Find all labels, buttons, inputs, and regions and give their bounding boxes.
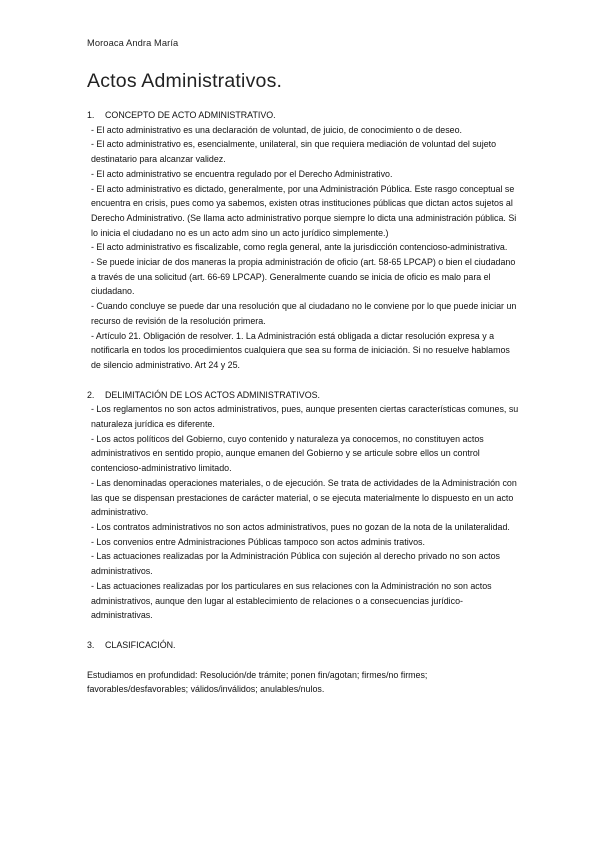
author-name: Moroaca Andra María <box>87 38 179 48</box>
section-title: DELIMITACIÓN DE LOS ACTOS ADMINISTRATIVOS. <box>105 389 321 400</box>
list-item: - Los contratos administrativos no son actos administrativos, pues no gozan de la nota de la unilateralidad. <box>91 521 510 532</box>
section-heading <box>87 108 519 123</box>
list-item: - Cuando concluye se puede dar una resolución que al ciudadano no le conviene por lo que puede iniciar un recurso de revisión de la resolución primera. <box>91 301 517 326</box>
list-item: - Los actos políticos del Gobierno, cuyo contenido y naturaleza ya conocemos, no constituyen actos administrativos en sentido propio, aunque emanen del Gobierno y se articule sobre ellos un control contencioso-administrativo limitado. <box>91 433 484 474</box>
list-item: - Los convenios entre Administraciones Públicas tampoco son actos adminis trativos. <box>91 536 425 547</box>
list-item: - Se puede iniciar de dos maneras la propia administración de oficio (art. 58-65 LPCAP) o bien el ciudadano a través de una solicitud (art. 66-69 LPCAP). Generalmente cuando se inicia de oficio es malo para el ciudadano. <box>91 257 516 297</box>
section-number: 1. <box>87 110 95 120</box>
section-spacer <box>87 623 519 638</box>
list-item: - Las actuaciones realizadas por los particulares en sus relaciones con la Administración no son actos administrativos, aunque den lugar al establecimiento de relaciones o a consecuencias jurídico-administrativas. <box>91 580 492 621</box>
section-heading <box>87 388 519 403</box>
section-number: 2. <box>87 389 95 400</box>
section-items <box>87 123 519 373</box>
list-item: - Las actuaciones realizadas por la Administración Pública con sujeción al derecho privado no son actos administrativos. <box>91 551 500 577</box>
document-title: Actos Administrativos. <box>87 70 283 92</box>
section-items <box>87 402 519 623</box>
list-item: - Artículo 21. Obligación de resolver. 1. La Administración está obligada a dictar resolución expresa y a notificarla en todos los procedimientos cualquiera que sea su forma de iniciación. Si no resuelve hablamos de silencio administrativo. Art 24 y 25. <box>91 330 510 370</box>
section-title: CLASIFICACIÓN. <box>105 639 176 650</box>
list-item: - El acto administrativo es, esencialmente, unilateral, sin que requiera mediación de voluntad del sujeto destinatario para alcanzar validez. <box>91 139 497 165</box>
section-number: 3. <box>87 639 95 650</box>
list-item: - El acto administrativo es una declaración de voluntad, de juicio, de conocimiento o de deseo. <box>91 124 462 135</box>
section-heading <box>87 638 519 653</box>
classification-paragraph: Estudiamos en profundidad: Resolución/de trámite; ponen fin/agotan; firmes/no firmes; favorables/desfavorables; válidos/inválidos; anulables/nulos. <box>87 669 428 695</box>
section-title: CONCEPTO DE ACTO ADMINISTRATIVO. <box>105 110 276 120</box>
list-item: - El acto administrativo es dictado, generalmente, por una Administración Pública. Este rasgo conceptual se encuentra en crisis, pues como ya sabemos, existen otras instituciones públicas que dictan actos sujetos al Derecho Administrativo. (Se llama acto administrativo porque siempre lo dicta una administración pública. Si lo inicia el ciudadano no es un acto adm sino un acto jurídico simplemente.) <box>91 183 517 238</box>
section-spacer <box>87 373 519 388</box>
list-item: - El acto administrativo se encuentra regulado por el Derecho Administrativo. <box>91 168 393 179</box>
list-item: - El acto administrativo es fiscalizable, como regla general, ante la jurisdicción contencioso-administrativa. <box>91 242 508 253</box>
document-body <box>87 108 519 697</box>
list-item: - Las denominadas operaciones materiales, o de ejecución. Se trata de actividades de la Administración con las que se dispensan prestaciones de carácter material, o se ejecuta materialmente lo dispuesto en un acto administrativo. <box>91 477 517 518</box>
list-item: - Los reglamentos no son actos administrativos, pues, aunque presenten ciertas características comunes, su naturaleza jurídica es diferente. <box>91 404 519 430</box>
section-spacer <box>87 653 519 668</box>
